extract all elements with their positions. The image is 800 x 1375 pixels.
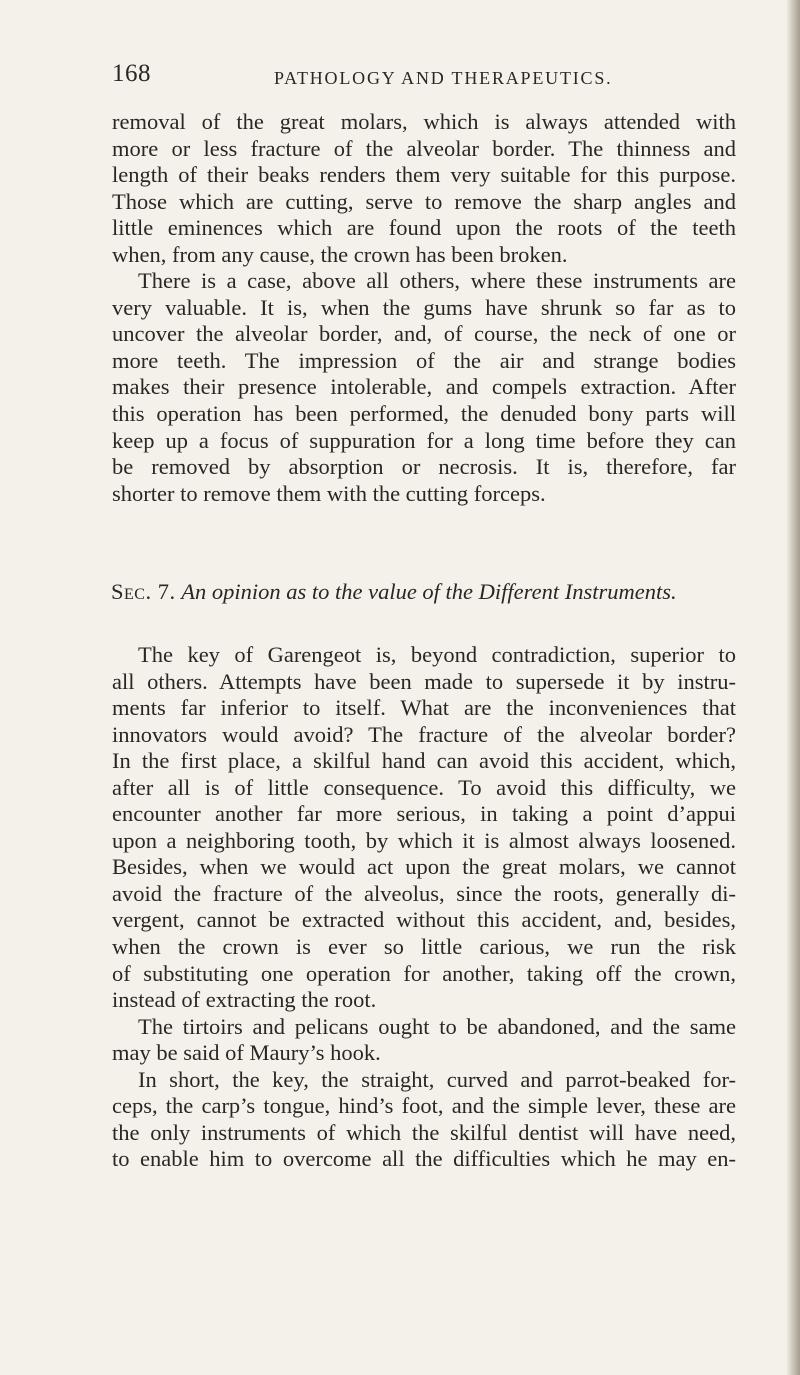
text-line: In the first place, a skilful hand can avoid this accident, which, <box>112 748 736 774</box>
text-line: more or less fracture of the alveolar border. The thinness and <box>112 135 736 161</box>
text-line: the only instruments of which the skilful dentist will have need, <box>112 1119 736 1145</box>
text-block-lower <box>112 642 736 1173</box>
text-line: may be said of Maury’s hook. <box>112 1040 381 1066</box>
text-line: avoid the fracture of the alveolus, since the roots, generally di- <box>112 880 736 906</box>
paragraph-4 <box>112 1014 736 1067</box>
text-line: when the crown is ever so little carious, we run the risk <box>112 934 736 960</box>
text-line: length of their beaks renders them very suitable for this purpose. <box>112 162 736 188</box>
text-line: encounter another far more serious, in taking a point d’appui <box>112 801 736 827</box>
text-line: keep up a focus of suppuration for a long time before they can <box>112 427 736 453</box>
text-line: ceps, the carp’s tongue, hind’s foot, and the simple lever, these are <box>112 1093 736 1119</box>
text-line: There is a case, above all others, where these instruments are <box>138 268 736 294</box>
text-line: The tirtoirs and pelicans ought to be abandoned, and the same <box>138 1013 736 1039</box>
text-line: all others. Attempts have been made to supersede it by instru- <box>112 668 736 694</box>
text-line: very valuable. It is, when the gums have shrunk so far as to <box>112 294 736 320</box>
text-line: vergent, cannot be extracted without this accident, and, besides, <box>112 907 736 933</box>
text-block-upper <box>112 109 736 507</box>
text-line: be removed by absorption or necrosis. It is, therefore, far <box>112 454 736 480</box>
text-line: removal of the great molars, which is always attended with <box>112 109 736 134</box>
text-line: innovators would avoid? The fracture of the alveolar border? <box>112 721 736 747</box>
page-number: 168 <box>112 60 151 87</box>
paragraph-3 <box>112 642 736 1014</box>
text-line: The key of Garengeot is, beyond contradiction, superior to <box>138 642 736 667</box>
paragraph-5 <box>112 1067 736 1173</box>
text-line: when, from any cause, the crown has been broken. <box>112 241 568 267</box>
text-line: after all is of little consequence. To avoid this difficulty, we <box>112 774 736 800</box>
text-line: makes their presence intolerable, and compels extraction. After <box>112 374 736 400</box>
text-line: more teeth. The impression of the air and strange bodies <box>112 347 736 373</box>
section-heading <box>111 577 735 607</box>
section-title: An opinion as to the value of the Different Instruments. <box>181 579 677 604</box>
text-line: ments far inferior to itself. What are the inconveniences that <box>112 695 736 721</box>
text-line: this operation has been performed, the denuded bony parts will <box>112 401 736 427</box>
text-line: shorter to remove them with the cutting forceps. <box>112 480 546 506</box>
text-line: little eminences which are found upon the roots of the teeth <box>112 215 736 241</box>
text-line: Besides, when we would act upon the great molars, we cannot <box>112 854 736 880</box>
text-line: to enable him to overcome all the difficulties which he may en- <box>112 1146 736 1172</box>
text-line: uncover the alveolar border, and, of course, the neck of one or <box>112 321 736 347</box>
text-line: upon a neighboring tooth, by which it is almost always loosened. <box>112 827 736 853</box>
section-label: Sec. 7. <box>111 579 176 604</box>
page-edge-shadow <box>786 0 800 1375</box>
text-line: instead of extracting the root. <box>112 987 377 1013</box>
paragraph-1 <box>112 109 736 268</box>
text-line: of substituting one operation for another, taking off the crown, <box>112 960 736 986</box>
text-line: Those which are cutting, serve to remove the sharp angles and <box>112 188 736 214</box>
running-head: PATHOLOGY AND THERAPEUTICS. <box>274 68 613 88</box>
page-header <box>108 54 738 94</box>
paragraph-2 <box>112 268 736 507</box>
text-line: In short, the key, the straight, curved and parrot-beaked for- <box>138 1066 736 1092</box>
